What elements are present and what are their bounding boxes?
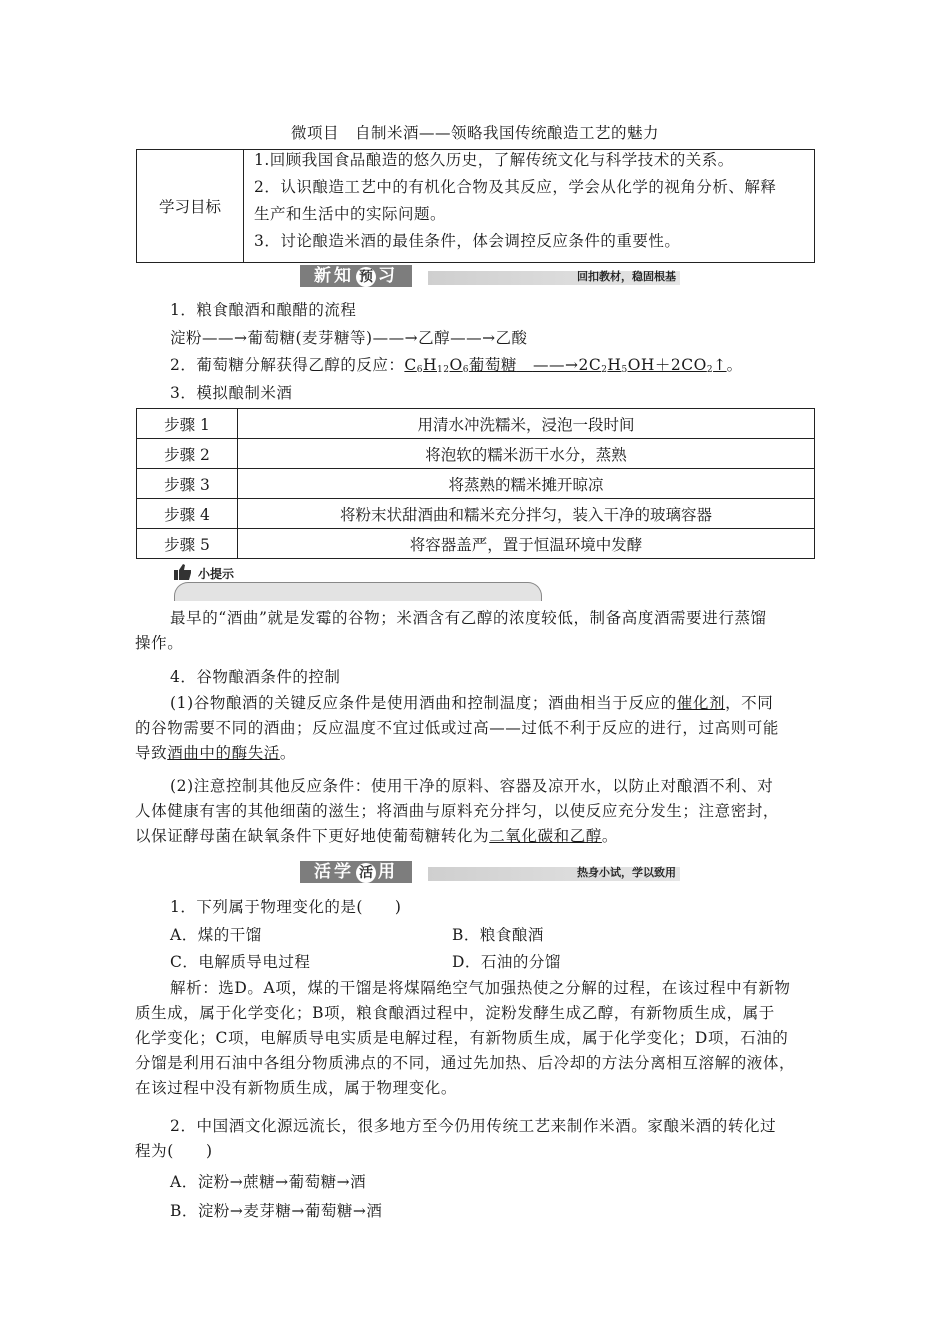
question-2-option-a: A．淀粉→蔗糖→葡萄糖→酒	[170, 1173, 367, 1191]
objectives-table	[136, 149, 815, 263]
answer-enzyme: 酒曲中的酶失活	[167, 744, 280, 762]
question-1-option-d: D．石油的分馏	[452, 953, 561, 971]
table-row	[137, 439, 815, 469]
question-1-stem: 1．下列属于物理变化的是( )	[170, 898, 402, 916]
banner-circle-glyph: 预	[356, 267, 376, 287]
question-1-option-b: B．粮食酿酒	[452, 926, 544, 944]
tip-bar	[174, 582, 542, 601]
table-row	[137, 499, 815, 529]
step-desc: 将容器盖严，置于恒温环境中发酵	[238, 529, 815, 559]
banner-circle-glyph: 活	[356, 863, 376, 883]
step-label: 步骤 1	[137, 409, 238, 439]
question-2-option-b: B．淀粉→麦芽糖→葡萄糖→酒	[170, 1202, 383, 1220]
heading-1: 1．粮食酿酒和酿醋的流程	[170, 301, 357, 319]
banner-new-knowledge-tag: 回扣教材，稳固根基	[577, 270, 676, 283]
banner-new-knowledge	[300, 265, 680, 287]
question-2-stem: 2．中国酒文化源远流长，很多地方至今仍用传统工艺来制作米酒。家酿米酒的转化过 程为( )	[135, 1117, 777, 1160]
step-desc: 将粉末状甜酒曲和糯米充分拌匀，装入干净的玻璃容器	[238, 499, 815, 529]
step-label: 步骤 4	[137, 499, 238, 529]
question-1-option-a: A．煤的干馏	[170, 926, 262, 944]
step-label: 步骤 2	[137, 439, 238, 469]
objectives-label: 学习目标	[137, 150, 244, 263]
step-label: 步骤 5	[137, 529, 238, 559]
objective-2: 2．认识酿造工艺中的有机化合物及其反应，学会从化学的视角分析、解释	[254, 178, 777, 196]
step-desc: 用清水冲洗糯米，浸泡一段时间	[238, 409, 815, 439]
objective-1: 1.回顾我国食品酿造的悠久历史，了解传统文化与科学技术的关系。	[254, 151, 734, 169]
tip-label: 小提示	[198, 567, 235, 581]
objective-3: 3．讨论酿造米酒的最佳条件，体会调控反应条件的重要性。	[254, 232, 681, 250]
banner-practice	[300, 861, 680, 883]
objectives-content	[244, 150, 815, 263]
reaction-equation: $C_6H_{12}O_6$葡萄糖 $——\to 2C_2H_5OH+2CO_2↑$	[404, 356, 727, 375]
heading-2: 2．葡萄糖分解获得乙醇的反应：$C_6H_{12}O_6$葡萄糖 $——\to 2C_2H_5OH+2CO_2↑$。	[170, 356, 743, 375]
tip-box	[174, 564, 542, 602]
tip-text: 最早的“酒曲”就是发霉的谷物；米酒含有乙醇的浓度较低，制备高度酒需要进行蒸馏 操作。	[135, 609, 767, 652]
page-title: 微项目 自制米酒——领略我国传统酿造工艺的魅力	[290, 124, 659, 142]
table-row	[137, 529, 815, 559]
process-flow: 淀粉——→葡萄糖(麦芽糖等)——→乙醇——→乙酸	[170, 329, 528, 347]
answer-products: 二氧化碳和乙醇	[489, 827, 602, 845]
table-row	[137, 469, 815, 499]
question-1-analysis: 解析：选D。A项，煤的干馏是将煤隔绝空气加强热使之分解的过程，在该过程中有新物 质生成，属于化学变化；B项，粮食酿酒过程中，淀粉发酵生成乙醇，有新物质生成，属于 化学变化；C项，电解质导电实质是电解过程，有新物质生成，属于化学变化；D项，石油的 分馏是利用石油中各组分物质沸点的不同，通过先加热、后冷却的方法分离相互溶解的液体， 在该过程中没有新物质生成，属于物理变化。	[135, 979, 796, 1097]
answer-catalyst: 催化剂	[676, 694, 726, 712]
banner-practice-title: 活学 活 用	[300, 861, 412, 883]
step-desc: 将蒸熟的糯米摊开晾凉	[238, 469, 815, 499]
banner-new-knowledge-title: 新知 预 习	[300, 265, 412, 287]
banner-practice-tag: 热身小试，学以致用	[577, 866, 676, 879]
objective-2-cont: 生产和生活中的实际问题。	[254, 205, 447, 223]
table-row	[137, 409, 815, 439]
step-label: 步骤 3	[137, 469, 238, 499]
steps-table	[136, 408, 815, 559]
thumbs-up-icon	[174, 564, 192, 580]
paragraph-4-1: (1)谷物酿酒的关键反应条件是使用酒曲和控制温度；酒曲相当于反应的催化剂，不同 的谷物需要不同的酒曲；反应温度不宜过低或过高——过低不利于反应的进行，过高则可能 导致酒曲中的酶失活。	[135, 694, 780, 762]
paragraph-4-2: (2)注意控制其他反应条件：使用干净的原料、容器及凉开水，以防止对酿酒不利、对 人体健康有害的其他细菌的滋生；将酒曲与原料充分拌匀，以使反应充分发生；注意密封， 以保证酵母菌在缺氧条件下更好地使葡萄糖转化为二氧化碳和乙醇。	[135, 777, 780, 845]
step-desc: 将泡软的糯米沥干水分，蒸熟	[238, 439, 815, 469]
heading-3: 3．模拟酿制米酒	[170, 384, 293, 402]
question-1-option-c: C．电解质导电过程	[170, 953, 311, 971]
heading-4: 4．谷物酿酒条件的控制	[170, 668, 341, 686]
